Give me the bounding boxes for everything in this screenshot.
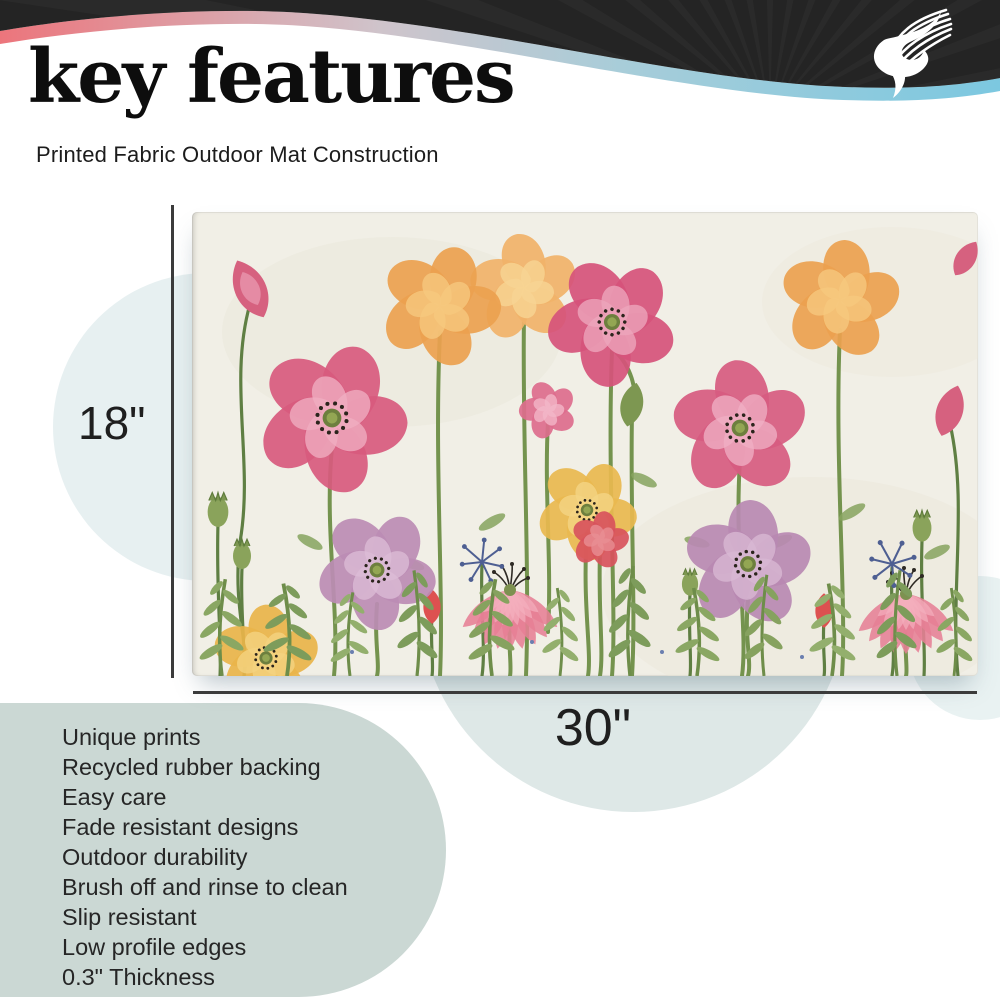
feature-item: Brush off and rinse to clean <box>62 874 348 900</box>
feature-item: Recycled rubber backing <box>62 754 321 780</box>
feature-item: Unique prints <box>62 724 201 750</box>
page-subtitle: Printed Fabric Outdoor Mat Construction <box>36 142 439 167</box>
width-dimension-line <box>193 691 977 694</box>
width-dimension-label: 30" <box>554 699 632 757</box>
feature-list <box>62 722 348 992</box>
height-dimension-line <box>171 205 174 678</box>
poppy-artwork <box>192 212 978 676</box>
feature-item: Outdoor durability <box>62 844 248 870</box>
page-title: key features <box>28 34 514 120</box>
feature-item: Fade resistant designs <box>62 814 299 840</box>
height-dimension-label: 18" <box>78 397 146 449</box>
feature-item: 0.3" Thickness <box>62 964 215 990</box>
mat-product-image <box>192 212 978 676</box>
feature-item: Slip resistant <box>62 904 197 930</box>
feature-item: Easy care <box>62 784 167 810</box>
feature-item: Low profile edges <box>62 934 247 960</box>
